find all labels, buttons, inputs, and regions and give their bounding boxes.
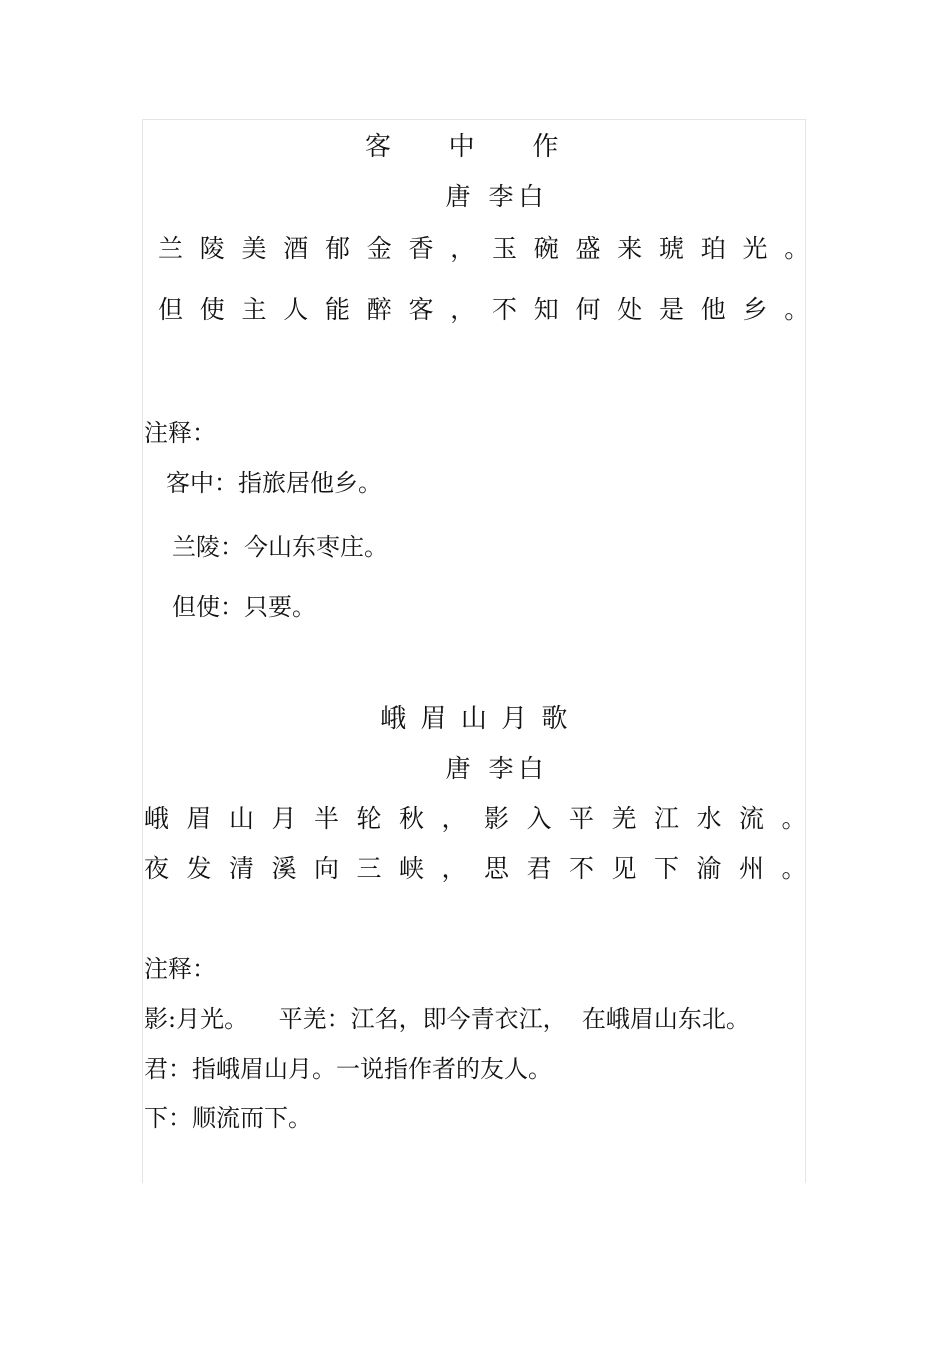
poem1-author: 唐 李白	[445, 182, 549, 211]
poem2-note-1: 影:月光。 平羌：江名，即今青衣江， 在峨眉山东北。	[144, 1005, 750, 1033]
poem2-notes-heading: 注释：	[144, 955, 216, 983]
poem1-verse-line-2: 但使主人能醉客，不知何处是他乡。	[158, 295, 827, 324]
poem2-note-2: 君：指峨眉山月。一说指作者的友人。	[144, 1055, 552, 1083]
poem1-notes-heading: 注释：	[144, 419, 216, 447]
poem2-title: 峨眉山月歌	[380, 704, 582, 734]
poem2-author: 唐 李白	[445, 754, 549, 783]
poem2-note-3: 下：顺流而下。	[144, 1104, 312, 1132]
poem1-note-1: 客中：指旅居他乡。	[166, 469, 382, 497]
poem2-verse-line-1: 峨眉山月半轮秋，影入平羌江水流。	[144, 804, 825, 833]
poem1-title: 客 中 作	[364, 132, 584, 162]
poem2-verse-line-2: 夜发清溪向三峡，思君不见下渝州。	[144, 854, 825, 883]
poem1-verse-line-1: 兰陵美酒郁金香，玉碗盛来琥珀光。	[158, 234, 827, 263]
poem1-note-2: 兰陵：今山东枣庄。	[172, 533, 388, 561]
poem1-note-3: 但使：只要。	[172, 593, 316, 621]
